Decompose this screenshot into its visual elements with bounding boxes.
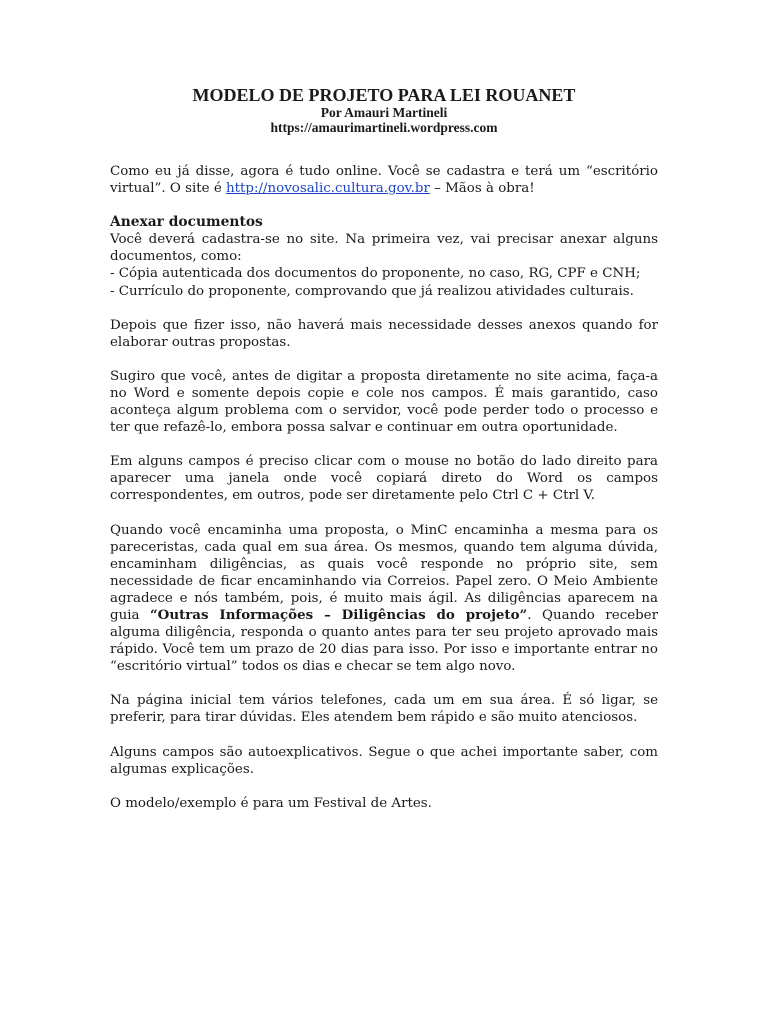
paragraph: Depois que fizer isso, não haverá mais necessidade desses anexos quando for elaborar outras propostas. — [110, 317, 658, 350]
section-heading: Anexar documentos — [110, 214, 263, 231]
tab-name-bold: “Outras Informações – Diligências do projeto” — [149, 606, 528, 623]
section-text: Você deverá cadastra-se no site. Na primeira vez, vai precisar anexar alguns documentos, como: — [110, 232, 658, 265]
blog-url: https://amaurimartineli.wordpress.com — [270, 120, 498, 135]
document-body — [110, 163, 658, 829]
paragraph-text: Quando você encaminha uma proposta, o MinC encaminha a mesma para os pareceristas, cada qual em sua área. Os mesmos, quando tem alguma dúvida, encaminham diligências, as quais você responde no próprio site, sem necessidade de ficar encaminhando via Correios. Papel zero. O Meio Ambiente agradece e nós também, pois, é muito mais ágil. As diligências aparecem na guia — [110, 522, 658, 623]
list-item: - Cópia autenticada dos documentos do proponente, no caso, RG, CPF e CNH; — [110, 266, 641, 282]
site-link[interactable]: http://novosalic.cultura.gov.br — [226, 181, 430, 197]
paragraph: O modelo/exemplo é para um Festival de Artes. — [110, 795, 432, 811]
paragraph: Sugiro que você, antes de digitar a proposta diretamente no site acima, faça-a no Word e somente depois copie e cole nos campos. É mais garantido, caso aconteça algum problema com o servidor, você pode perder todo o processo e ter que refazê-lo, embora possa salvar e continuar em outra oportunidade. — [110, 368, 658, 436]
author-line: Por Amauri Martineli — [320, 105, 448, 120]
paragraph — [110, 522, 658, 676]
list-item: - Currículo do proponente, comprovando que já realizou atividades culturais. — [110, 283, 634, 299]
paragraph-text: . Quando receber alguma diligência, responda o quanto antes para ter seu projeto aprovado mais rápido. Você tem um prazo de 20 dias para isso. Por isso e importante entrar no “escritório virtual” todos os dias e checar se tem algo novo. — [110, 607, 659, 675]
intro-paragraph — [110, 163, 658, 197]
paragraph: Na página inicial tem vários telefones, cada um em sua área. É só ligar, se preferir, para tirar dúvidas. Eles atendem bem rápido e são muito atenciosos. — [110, 693, 658, 726]
intro-text: Como eu já disse, agora é tudo online. Você se cadastra e terá um “escritório virtual”. O site é — [110, 164, 658, 197]
intro-text-end: – Mãos à obra! — [429, 181, 535, 197]
document-title: MODELO DE PROJETO PARA LEI ROUANET — [192, 85, 576, 105]
paragraph: Alguns campos são autoexplicativos. Segue o que achei importante saber, com algumas explicações. — [110, 744, 658, 777]
paragraph: Em alguns campos é preciso clicar com o mouse no botão do lado direito para aparecer uma janela onde você copiará direto do Word os campos correspondentes, em outros, pode ser diretamente pelo Ctrl C + Ctrl V. — [110, 454, 658, 504]
documents-section — [110, 214, 658, 299]
document-header — [110, 85, 658, 135]
